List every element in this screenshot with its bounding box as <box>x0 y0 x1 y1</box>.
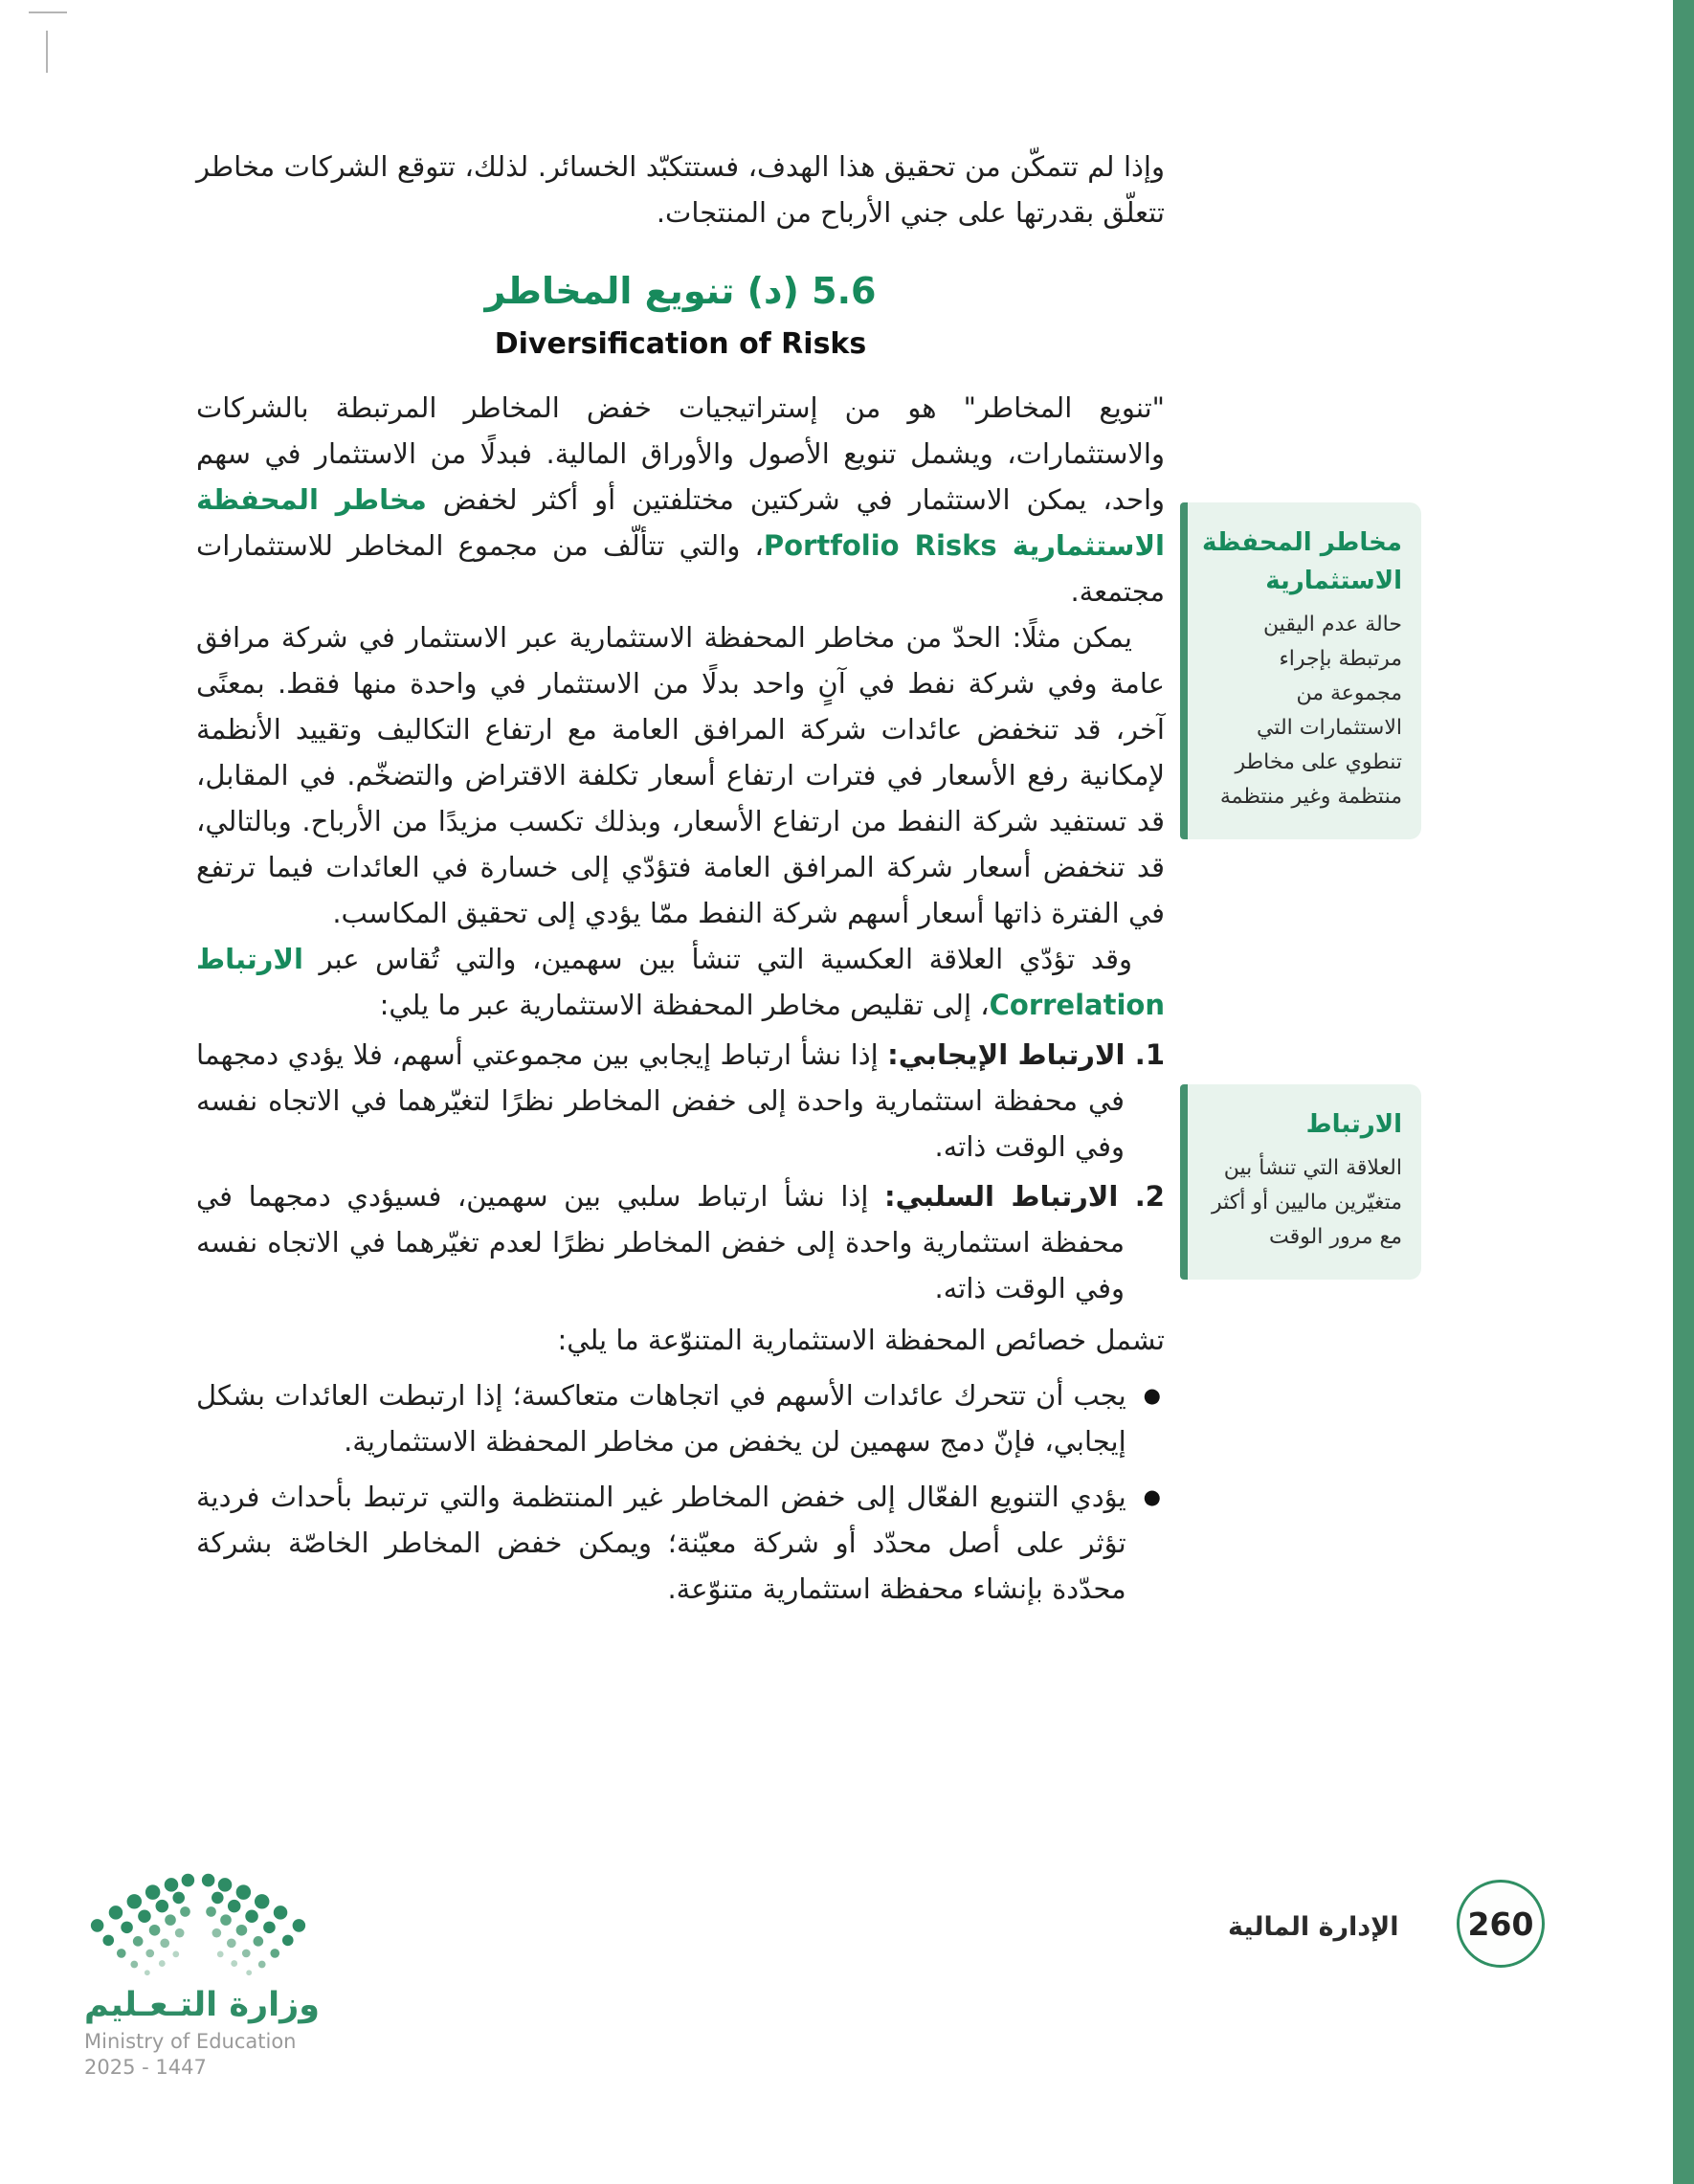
edition-year: 2025 - 1447 <box>84 2056 207 2079</box>
numbered-item-2 <box>196 1173 1165 1311</box>
page-number-badge <box>1457 1880 1545 1968</box>
paragraph-1-text-b: ، والتي تتألّف من مجموع المخاطر للاستثمارات مجتمعة. <box>196 529 1165 608</box>
definition-note-portfolio-risks <box>1180 502 1421 839</box>
body-paragraph-3 <box>196 936 1165 1028</box>
bullet-dot-icon: ● <box>1143 1384 1161 1407</box>
note-title: مخاطر المحفظة الاستثمارية <box>1202 528 1402 595</box>
ministry-name-arabic: وزارة التـعـليم <box>84 1986 321 2024</box>
numbered-item-2-text: إذا نشأ ارتباط سلبي بين سهمين، فسيؤدي دمجهما في محفظة استثمارية واحدة إلى خفض المخاطر نظرًا لعدم تغيّرهما في الاتجاه نفسه وفي الوقت ذاته. <box>196 1180 1125 1304</box>
paragraph-1-text-a: "تنويع المخاطر" هو من إستراتيجيات خفض المخاطر المرتبطة بالشركات والاستثمارات، ويشمل تنويع الأصول والأوراق المالية. فبدلًا من الاستثمار في سهم واحد، يمكن الاستثمار في شركتين مختلفتين أو أكثر لخفض <box>196 391 1166 516</box>
paragraph-3-text-a: وقد تؤدّي العلاقة العكسية التي تنشأ بين سهمين، والتي تُقاس عبر <box>302 943 1132 975</box>
main-text-column <box>196 144 1165 1612</box>
body-paragraph-2: يمكن مثلًا: الحدّ من مخاطر المحفظة الاستثمارية عبر الاستثمار في شركة مرافق عامة وفي شركة نفط في آنٍ واحد بدلًا من الاستثمار في واحدة منها فقط. بمعنًى آخر، قد تنخفض عائدات شركة المرافق العامة مع ارتفاع التكاليف وتقييد الأنظمة لإمكانية رفع الأسعار في فترات ارتفاع أسعار تكلفة الاقتراض والتضخّم. في المقابل، قد تستفيد شركة النفط من ارتفاع الأسعار، وبذلك تكسب مزيدًا من الأرباح. وبالتالي، قد تنخفض أسعار شركة المرافق العامة فتؤدّي إلى خسارة في العائدات فيما ترتفع في الفترة ذاتها أسعار أسهم شركة النفط ممّا يؤدي إلى تحقيق المكاسب. <box>196 621 1165 929</box>
section-heading: 5.6 (د) تنويع المخاطر <box>484 270 877 312</box>
intro-paragraph: وإذا لم تتمكّن من تحقيق هذا الهدف، فستتكبّد الخسائر. لذلك، تتوقع الشركات مخاطر تتعلّق بقدرتها على جني الأرباح من المنتجات. <box>196 150 1165 229</box>
crop-mark-vertical <box>46 31 48 73</box>
crop-mark-horizontal <box>29 11 67 13</box>
numbered-item-1-label: 1. الارتباط الإيجابي: <box>887 1038 1165 1071</box>
portfolio-risks-highlight: مخاطر المحفظة الاستثمارية Portfolio Risks <box>196 483 1165 562</box>
note-body: حالة عدم اليقين مرتبطة بإجراء مجموعة من الاستثمارات التي تنطوي على مخاطر منتظمة وغير منتظمة <box>1219 613 1402 809</box>
paragraph-3-text-b: ، إلى تقليص مخاطر المحفظة الاستثمارية عبر ما يلي: <box>379 989 990 1021</box>
footer-section-label: الإدارة المالية <box>1228 1912 1399 1942</box>
body-paragraph-1 <box>196 385 1165 614</box>
definition-note-correlation <box>1180 1084 1421 1280</box>
numbered-item-1 <box>196 1032 1165 1170</box>
bullet-dot-icon: ● <box>1143 1485 1161 1508</box>
ministry-logo-dots-icon <box>84 1868 312 1979</box>
section-subheading-en: Diversification of Risks <box>494 327 867 361</box>
note-body: العلاقة التي تنشأ بين متغيّرين ماليين أو أكثر مع مرور الوقت <box>1212 1156 1402 1249</box>
bullet-list-intro: تشمل خصائص المحفظة الاستثمارية المتنوّعة ما يلي: <box>557 1324 1165 1356</box>
bullet-item-1-text: يجب أن تتحرك عائدات الأسهم في اتجاهات متعاكسة؛ إذا ارتبطت العائدات بشكل إيجابي، فإنّ دمج سهمين لن يخفض من مخاطر المحفظة الاستثمارية. <box>196 1379 1126 1458</box>
bullet-item-1 <box>196 1372 1165 1464</box>
bullet-item-2-text: يؤدي التنويع الفعّال إلى خفض المخاطر غير المنتظمة والتي ترتبط بأحداث فردية تؤثر على أصل محدّد أو شركة معيّنة؛ ويمكن خفض المخاطر الخاصّة بشركة محدّدة بإنشاء محفظة استثمارية متنوّعة. <box>196 1481 1126 1605</box>
ministry-name-english: Ministry of Education <box>84 2030 297 2053</box>
page-edge-bar <box>1673 0 1694 2184</box>
correlation-highlight: الارتباط Correlation <box>196 943 1165 1021</box>
note-title: الارتباط <box>1305 1110 1402 1139</box>
page-number: 260 <box>1467 1905 1534 1943</box>
numbered-item-2-label: 2. الارتباط السلبي: <box>883 1180 1165 1213</box>
numbered-item-1-text: إذا نشأ ارتباط إيجابي بين مجموعتي أسهم، فلا يؤدي دمجهما في محفظة استثمارية واحدة إلى خفض المخاطر نظرًا لتغيّرهما في الاتجاه نفسه وفي الوقت ذاته. <box>196 1038 1125 1163</box>
bullet-item-2 <box>196 1474 1165 1612</box>
ministry-logo <box>84 1868 333 2081</box>
